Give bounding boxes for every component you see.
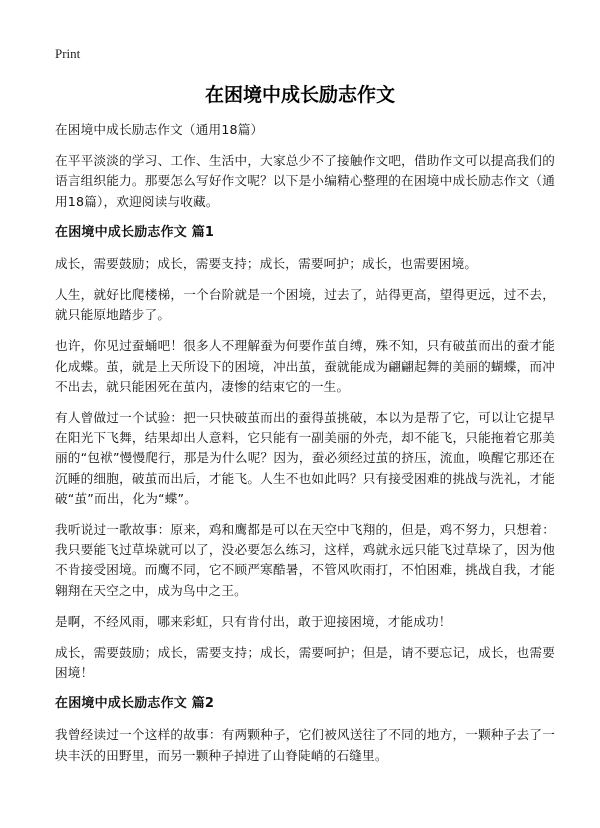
paragraph: 成长，需要鼓励；成长，需要支持；成长，需要呵护；成长，也需要困境。 bbox=[55, 255, 478, 271]
print-link[interactable]: Print bbox=[55, 46, 81, 61]
paragraph: 成长，需要鼓励；成长，需要支持；成长，需要呵护；但是，请不要忘记，成长，也需要困境！ bbox=[55, 645, 555, 681]
paragraph: 也许，你见过蚕蛹吧！很多人不理解蚕为何要作茧自缚，殊不知，只有破茧而出的蚕才能化成蝶。茧，就是上天所设下的困境，冲出茧，蚕就能成为翩翩起舞的美丽的蝴蝶，而冲不出去，就只能困死在茧内，凄惨的结束它的一生。 bbox=[55, 338, 555, 394]
paragraph: 我听说过一歌故事：原来，鸡和鹰都是可以在天空中飞翔的，但是，鸡不努力，只想着：我只要能飞过草垛就可以了，没必要怎么练习，这样，鸡就永远只能飞过草垛了，因为他不肯接受困境。而鹰不同，它不顾严寒酷暑，不管风吹雨打，不怕困难，挑战自我，才能翱翔在天空之中，成为鸟中之王。 bbox=[55, 522, 555, 598]
article-subtitle: 在困境中成长励志作文（通用18篇） bbox=[55, 122, 264, 137]
section-heading: 在困境中成长励志作文 篇2 bbox=[55, 696, 215, 712]
intro-paragraph: 在平平淡淡的学习、工作、生活中，大家总少不了接触作文吧，借助作文可以提高我们的语言组织能力。那要怎么写好作文呢？以下是小编精心整理的在困境中成长励志作文（通用18篇），欢迎阅读与收藏。 bbox=[55, 153, 555, 209]
article-body bbox=[55, 120, 555, 777]
paragraph: 有人曾做过一个试验：把一只快破茧而出的蚕得茧挑破，本以为是帮了它，可以让它提早在阳光下飞舞，结果却出人意料，它只能有一副美丽的外壳，却不能飞，只能拖着它那美丽的“包袱”慢慢爬行，那是为什么呢？因为，蚕必须经过茧的挤压，流血，唤醒它那还在沉睡的细胞，破茧而出后，才能飞。人生不也如此吗？只有接受困难的挑战与洗礼，才能破“茧”而出，化为“蝶”。 bbox=[55, 410, 555, 506]
paragraph: 人生，就好比爬楼梯，一个台阶就是一个困境，过去了，站得更高，望得更远，过不去，就只能原地踏步了。 bbox=[55, 287, 555, 323]
page-title: 在困境中成长励志作文 bbox=[204, 84, 395, 106]
section-heading: 在困境中成长励志作文 篇1 bbox=[55, 224, 215, 240]
paragraph: 我曾经读过一个这样的故事：有两颗种子，它们被风送往了不同的地方，一颗种子去了一块丰沃的田野里，而另一颗种子掉进了山脊陡峭的石缝里。 bbox=[55, 727, 555, 763]
paragraph: 是啊，不经风雨，哪来彩虹，只有肯付出，敢于迎接困境，才能成功！ bbox=[55, 613, 452, 629]
